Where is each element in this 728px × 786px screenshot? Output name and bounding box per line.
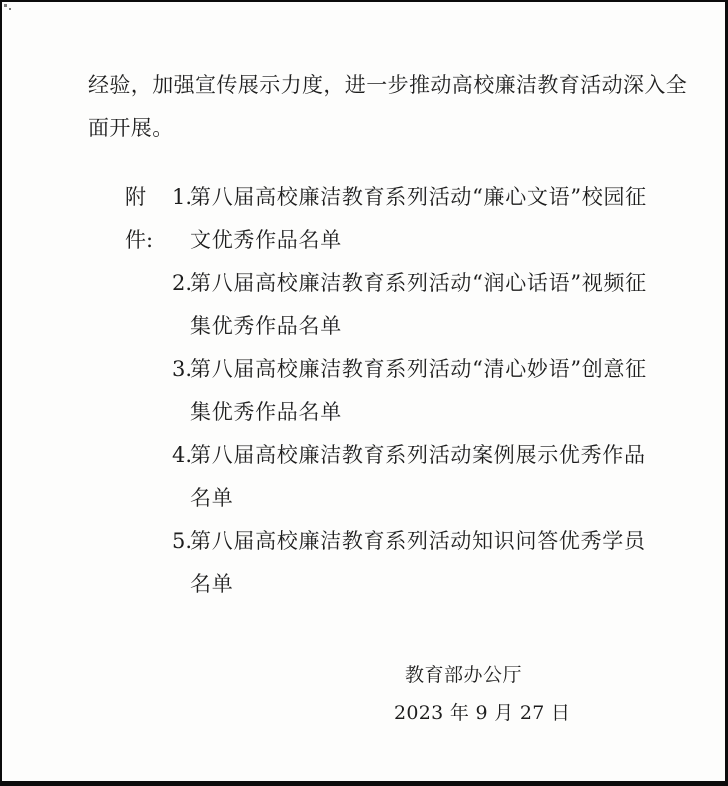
attachments-list: [172, 176, 647, 606]
attachment-number: 4.: [172, 443, 193, 467]
attachment-line: 第八届高校廉洁教育系列活动“清心妙语”创意征: [190, 357, 647, 381]
signer-name: 教育部办公厅: [405, 664, 523, 686]
attachment-line: 第八届高校廉洁教育系列活动知识问答优秀学员: [190, 529, 646, 553]
body-line: 经验，加强宣传展示力度，进一步推动高校廉洁教育活动深入全: [88, 73, 688, 97]
attachment-number: 3.: [172, 357, 193, 381]
scan-noise-speck: [4, 4, 7, 7]
attachment-item: [172, 348, 647, 434]
issue-date: 2023 年 9 月 27 日: [394, 702, 571, 724]
attachment-line: 集优秀作品名单: [190, 400, 342, 424]
scan-noise-speck: [9, 8, 11, 10]
attachments-block: [125, 176, 647, 606]
attachments-label: 附件:: [125, 185, 154, 252]
body-paragraph: [88, 64, 688, 150]
attachment-number: 2.: [172, 271, 193, 295]
attachment-line: 名单: [190, 486, 234, 510]
body-line: 面开展。: [88, 116, 174, 140]
attachment-item: [172, 520, 647, 606]
attachment-item: [172, 262, 647, 348]
attachment-line: 集优秀作品名单: [190, 314, 342, 338]
attachment-line: 第八届高校廉洁教育系列活动“廉心文语”校园征: [190, 185, 647, 209]
attachment-number: 1.: [172, 185, 193, 209]
attachment-item: [172, 176, 647, 262]
attachment-line: 第八届高校廉洁教育系列活动“润心话语”视频征: [190, 271, 647, 295]
attachment-line: 第八届高校廉洁教育系列活动案例展示优秀作品: [190, 443, 646, 467]
attachment-item: [172, 434, 647, 520]
attachment-line: 文优秀作品名单: [190, 228, 342, 252]
attachment-number: 5.: [172, 529, 193, 553]
attachment-line: 名单: [190, 572, 234, 596]
